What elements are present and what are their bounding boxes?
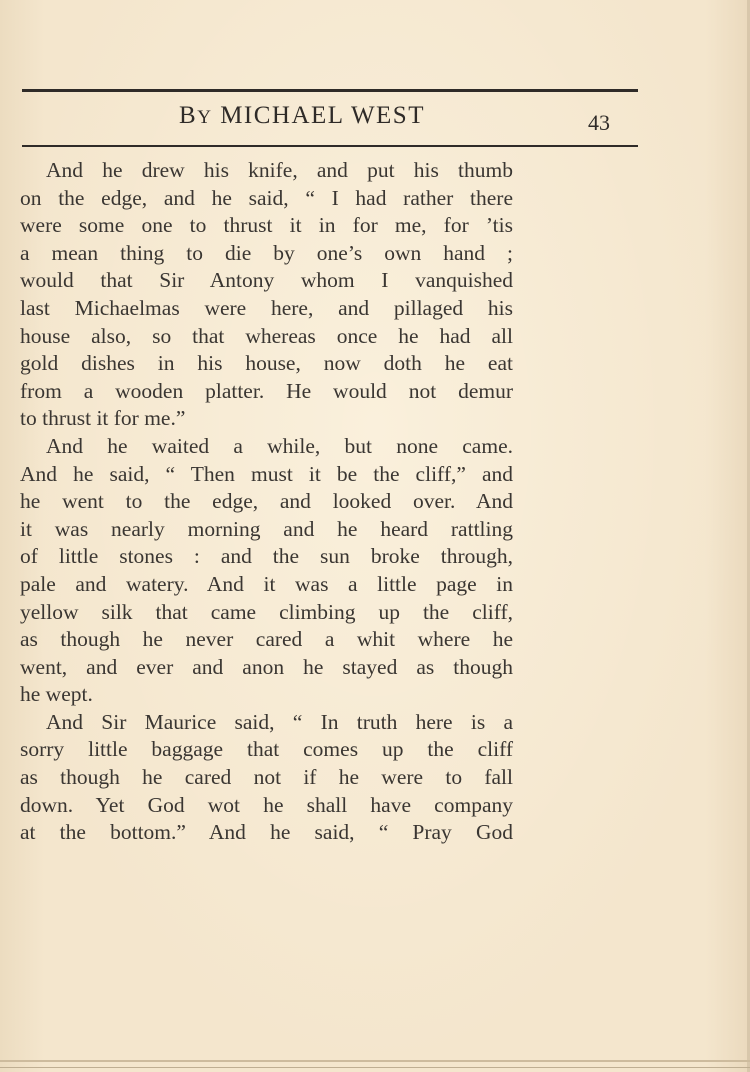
running-head-title: MICHAEL WEST (220, 102, 425, 129)
text-line: he went to the edge, and looked over. And (20, 489, 513, 514)
text-line: to thrust it for me.” (20, 406, 186, 431)
body-text (20, 157, 513, 847)
text-line: And he said, “ Then must it be the cliff,” and (20, 461, 513, 486)
text-line: a mean thing to die by one’s own hand ; (20, 240, 513, 265)
text-line: sorry little baggage that comes up the cliff (20, 737, 513, 762)
text-line: pale and watery. And it was a little page in (20, 571, 513, 596)
text-line: yellow silk that came climbing up the cliff, (20, 599, 513, 624)
text-line: on the edge, and he said, “ I had rather there (20, 185, 513, 210)
text-line: gold dishes in his house, now doth he eat (20, 351, 513, 376)
text-line: And Sir Maurice said, “ In truth here is a (46, 709, 513, 734)
header-rule-bottom (22, 145, 638, 147)
text-line: as though he never cared a whit where he (20, 627, 513, 652)
page-number: 43 (588, 110, 610, 135)
text-line: he wept. (20, 682, 93, 707)
text-line: at the bottom.” And he said, “ Pray God (20, 820, 513, 845)
page-edge-bottom-shadow (0, 1067, 750, 1068)
text-line: went, and ever and anon he stayed as though (20, 654, 513, 679)
text-line: it was nearly morning and he heard rattling (20, 516, 513, 541)
running-head-prefix: B (179, 102, 198, 129)
page-edge-bottom (0, 1060, 750, 1062)
text-line: were some one to thrust it in for me, for ’tis (20, 213, 513, 238)
text-line: And he drew his knife, and put his thumb (46, 158, 513, 182)
text-line: last Michaelmas were here, and pillaged his (20, 295, 513, 320)
text-line: would that Sir Antony whom I vanquished (20, 268, 513, 293)
running-head-prefix-smallcaps: Y (197, 107, 213, 128)
header-rule-top (22, 89, 638, 92)
text-line: down. Yet God wot he shall have company (20, 792, 513, 817)
text-line: house also, so that whereas once he had all (20, 323, 513, 348)
text-line: And he waited a while, but none came. (46, 433, 513, 458)
text-line: of little stones : and the sun broke through, (20, 544, 513, 569)
text-line: as though he cared not if he were to fall (20, 765, 513, 790)
text-line: from a wooden platter. He would not demur (20, 378, 513, 403)
running-head (22, 102, 582, 130)
